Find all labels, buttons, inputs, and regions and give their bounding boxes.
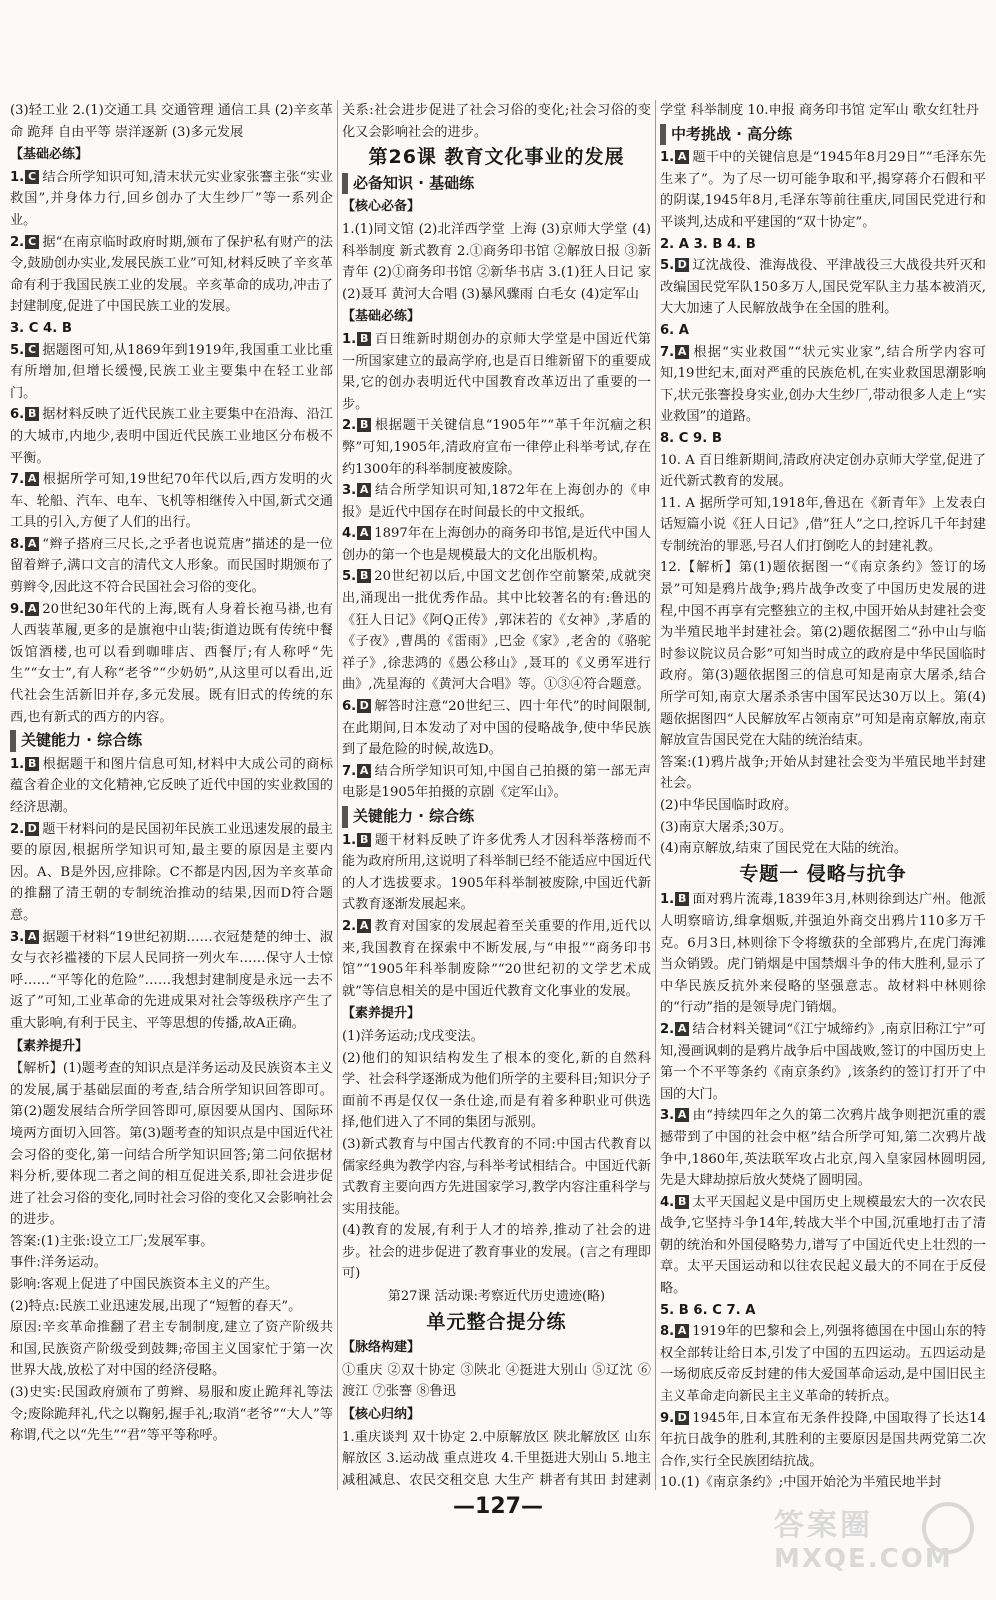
answer-badge: A [25,537,39,551]
question-item: 3. A 结合所学知识可知,1872年在上海创办的《申报》是近代中国存在时间最长的中文报纸。 [342,483,651,520]
answer-badge: D [675,1411,689,1425]
answer-text: (2)特点:民族工业迅速发展,出现了“短暂的春天”。 [10,1298,302,1314]
question-item: 9. A 20世纪30年代的上海,既有人身着长袍马褂,也有人西装革履,更多的是旗袍中山装;街道边既有传统中餐饭馆酒楼,也可以看到咖啡店、西餐厅;有人称呼“先生”“女士”,有人称“老爷”“少奶奶”,从这里可以看出,近代社会生活新旧并存,多元发展。既有旧式的传统的东西,也有新式的西方的内容。 [10,601,333,725]
answer-badge: B [25,407,39,421]
question-item: 10. A 百日维新期间,清政府决定创办京师大学堂,促进了近代新式教育的发展。 [660,452,986,490]
answer-badge: A [357,764,371,778]
core-answers: 1.(1)同文馆 (2)北洋西学堂 上海 (3)京师大学堂 (4)科举制度 新式教育 2.①商务印书馆 ②解放日报 ③新青年 (2)①商务印书馆 ②新华书店 3.(1)狂人日记 家 (2)聂耳 黄河大合唱 (3)暴风骤雨 白毛女 (4)定军山 [342,221,651,302]
section-header-literacy: 【素养提升】 [10,1038,89,1054]
question-item: 3. A 据题干材料“19世纪初期……衣冠楚楚的绅士、淑女与衣衫褴褛的下层人民同挤一列火车……保守人士惊呼……“平等化的危险”……我想封建制度是永远一去不返了”可知,工业革命的先进成果对社会等级秩序产生了重大影响,有利于民主、平等思想的传播,故A正确。 [10,929,333,1031]
answer-text: (4)南京解放,结束了国民党在大陆的统治。 [660,841,908,857]
question-item: 6. D 解答时注意“20世纪三、四十年代”的时间限制,在此期间,日本发动了对中国的侵略战争,使中华民族到了最危险的时候,故选D。 [342,699,651,758]
answer-badge: D [357,699,371,713]
answer-text: 答案:(1)鸦片战争;开始从封建社会变为半殖民地半封建社会。 [660,754,986,792]
section-header-summary: 【核心归纳】 [342,1407,421,1423]
question-item: 9. D 1945年,日本宣布无条件投降,中国取得了长达14年抗日战争的胜利,其胜利的主要原因是国共两党第二次合作,实行全民族团结抗战。 [660,1410,986,1469]
answer-text: (3)南京大屠杀;30万。 [660,819,793,835]
question-item: 1. C 结合所学知识可知,清末状元实业家张謇主张“实业救国”,并身体力行,回乡创办了大生纱厂”等一系列企业。 [10,169,333,228]
answer-badge: B [675,892,689,906]
section-header-literacy: 【素养提升】 [342,1006,421,1022]
answer-badge: A [675,1022,689,1036]
section-must-know: 必备知识 · 基础练 [342,173,651,195]
question-item: 8. A 1919年的巴黎和会上,列强将德国在中国山东的特权全部转让给日本,引发了中国的五四运动。五四运动是一场彻底反帝反封建的伟大爱国革命运动,是中国旧民主主义革命走向新民主主义革命的转折点。 [660,1324,986,1405]
watermark-logo [774,1500,974,1590]
page-number: —127— [453,1494,543,1519]
question-item: 5. C 据题图可知,从1869年到1919年,我国重工业比重有所增加,但增长缓慢,民族工业主要集中在轻工业部门。 [10,342,333,401]
section-exam-challenge: 中考挑战 · 高分练 [660,124,986,146]
answer-text: 事件:洋务运动。 [10,1255,107,1271]
text-block: 学堂 科举制度 10.申报 商务印书馆 定军山 歌女红牡丹 [660,103,979,118]
analysis-text: 12.【解析】第(1)题依据图一“《南京条约》签订的场景”可知是鸦片战争;鸦片战争改变了中国历史发展的进程,中国不再享有完整独立的主权,中国开始从封建社会变为半殖民地半封建社会。第(2)题依据图二“孙中山与临时参议院议员合影”可知当时成立的政府是中华民国临时政府。第(3)题依据图三的信息可知是南京大屠杀,结合所学可知,南京大屠杀杀害中国军民达30万以上。第(4)题依据图四“人民解放军占领南京”可知是南京解放,南京解放宣告国民党在大陆的统治结束。 [660,560,986,749]
question-item: 3. A 由“持续四年之久的第二次鸦片战争则把沉重的震撼带到了中国的社会中枢”结合所学可知,第二次鸦片战争中,1860年,英法联军攻占北京,闯入皇家园林圆明园,先是大肆劫掠后放火焚烧了圆明园。 [660,1108,986,1189]
answer-badge: B [357,418,371,432]
outline-answers: ①重庆 ②双十协定 ③陕北 ④挺进大别山 ⑤辽沈 ⑥渡江 ⑦张謇 ⑧鲁迅 [342,1362,651,1400]
answer-text: 答案:(1)主张:设立工厂;发展军事。 [10,1233,214,1249]
answer-badge: A [357,919,371,933]
watermark-domain: MXQE.COM [774,1544,953,1574]
answer-badge: B [675,1195,689,1209]
answer-text: 影响:客观上促进了中国民族资本主义的产生。 [10,1277,279,1293]
answer-badge: C [25,170,39,184]
question-item: 2. A 教育对国家的发展起着至关重要的作用,近代以来,我国教育在探索中不断发展,与“申报”“商务印书馆”“1905年科举制废除”“20世纪初的文学艺术成就”等信息相关的是中国近代教育文化事业的发展。 [342,918,651,999]
section-header-outline: 【脉络构建】 [342,1340,421,1356]
answer-badge: A [675,345,689,359]
question-item: 6. B 据材料反映了近代民族工业主要集中在沿海、沿江的大城市,内地少,表明中国近代民族工业地区分布极不平衡。 [10,407,333,466]
answer-text: (3)新式教育与中国古代教育的不同:中国古代教育以儒家经典为教学内容,与科举考试相结合。中国近代新式教育主要向西方先进国家学习,教学内容注重科学与实用技能。 [342,1136,651,1217]
question-item: 1. A 题干中的关键信息是“1945年8月29日”“毛泽东先生来了”。为了尽一切可能争取和平,揭穿蒋介石假和平的阴谋,1945年8月,毛泽东等前往重庆,同国民党进行和平谈判,达成和平建国的“双十协定”。 [660,150,986,230]
answer-badge: B [357,833,371,847]
answer-pair: 3. C 4. B [10,320,72,336]
answer-badge: A [25,602,39,616]
question-item: 5. B 20世纪初以后,中国文艺创作空前繁荣,成就突出,涌现出一批优秀作品。其中比较著名的有:鲁迅的《狂人日记》《阿Q正传》,郭沫若的《女神》,茅盾的《子夜》,曹禺的《雷雨》,巴金《家》,老舍的《骆驼祥子》,徐悲鸿的《愚公移山》,聂耳的《义勇军进行曲》,冼星海的《黄河大合唱》等。①③④符合题意。 [342,569,651,693]
answer-badge: A [25,930,39,944]
summary-answers: 1.重庆谈判 双十协定 2.中原解放区 陕北解放区 山东解放区 3.运动战 重点进攻 4.千里挺进大别山 5.地主减租减息、农民交租交息 大生产 耕者有其田 封建剥 [342,1429,651,1488]
watermark-text: 答案圈 [774,1508,873,1543]
answer-text: (3)史实:民国政府颁布了剪辫、易服和废止跪拜礼等法令;废除跪拜礼,代之以鞠躬,握手礼;取消“老爷”“大人”等称谓,代之以“先生”“君”等平等称呼。 [10,1385,333,1444]
answer-text: (4)教育的发展,有利于人才的培养,推动了社会的进步。社会的进步促进了教育事业的发展。(言之有理即可) [342,1223,651,1282]
answer-text: (1)洋务运动;戊戌变法。 [342,1028,484,1044]
analysis-text: 【解析】(1)题考查的知识点是洋务运动及民族资本主义的发展,属于基础层面的考查,结合所学知识回答即可。第(2)题发展结合所学回答即可,原因要从国内、国际环境两方面切入回答。第(3)题考查的知识点是中国近代社会习俗的变化,第一问结合所学知识回答;第二问依据材料分析,要体现二者之间的相互促进关系,即社会进步促进了社会习俗的变化,同时社会习俗的变化又会影响社会的进步。 [10,1061,333,1228]
section-header-core: 【核心必备】 [342,199,421,215]
question-item: 2. C 据“在南京临时政府时期,颁布了保护私有财产的法令,鼓励创办实业,发展民族工业”可知,材料反映了辛亥革命有利于我国民族工业的发展。辛亥革命的成功,冲击了封建制度,促进了中国民族工业的发展。 [10,234,333,315]
answer-badge: A [675,1108,689,1122]
answer-badge: C [25,235,39,249]
question-item: 1. B 面对鸦片流毒,1839年3月,林则徐到达广州。他派人明察暗访,缉拿烟贩,并强迫外商交出鸦片110多万千克。6月3日,林则徐下令将缴获的全部鸦片,在虎门海滩当众销毁。虎门销烟是中国禁烟斗争的伟大胜利,显示了中华民族反抗外来侵略的坚强意志。故材料中林则徐的“行动”指的是领导虎门销烟。 [660,892,986,1016]
answer-badge: B [357,332,371,346]
question-item: 7. A 根据“实业救国”“状元实业家”,结合所学内容可知,19世纪末,面对严重的民族危机,在实业救国思潮影响下,状元张謇投身实业,创办大生纱厂,带动很多人走上“实业救国”的道路。 [660,344,986,425]
question-item: 1. B 根据题干和图片信息可知,材料中大成公司的商标蕴含着企业的文化精神,它反映了近代中国的实业救国的经济思潮。 [10,756,333,815]
answer-pair: 5. B 6. C 7. A [660,1302,756,1318]
answer-text: (2)他们的知识结构发生了根本的变化,新的自然科学、社会科学逐渐成为他们所学的主要科目;知识分子面前不再是仅仅一条仕途,而是有着多种职业可供选择,他们进入了不同的集团与派别。 [342,1050,651,1131]
section-header-basic: 【基础必练】 [10,147,89,163]
question-item: 4. B 太平天国起义是中国历史上规模最宏大的一次农民战争,它坚持斗争14年,转战大半个中国,沉重地打击了清朝的统治和外国侵略势力,谱写了中国近代史上壮烈的一章。太平天国运动和以往农民起义最大的不同在于反侵略。 [660,1194,986,1297]
question-item: 4. A 1897年在上海创办的商务印书馆,是近代中国人创办的第一个也是规模最大的文化出版机构。 [342,526,651,563]
answer-badge: D [675,258,689,272]
answer-badge: C [25,343,39,357]
column-middle [338,100,656,1490]
watermark-circle-icon [922,1502,974,1554]
question-item: 1. B 题干材料反映了许多优秀人才因科举落榜而不能为政府所用,这说明了科举制已经不能适应中国近代的人才选拔要求。1905年科举制被废除,中国近代新式教育逐渐发展起来。 [342,832,651,913]
question-item: 7. A 结合所学知识可知,中国自己拍摄的第一部无声电影是1905年拍摄的京剧《定军山》。 [342,763,651,801]
unit-title: 单元整合提分练 [426,1310,567,1333]
answer-pair: 2. A 3. B 4. B [660,236,756,252]
column-right [656,100,990,1490]
answer-badge: A [357,526,371,540]
question-item: 8. A “辫子搭府三尺长,之乎者也说荒唐”描述的是一位留着辫子,满口文言的清代文人形象。而民国时期颁布了剪辫令,因此这不符合民国社会习俗的变化。 [10,536,333,596]
lesson-title: 第26课 教育文化事业的发展 [368,146,625,169]
answer-text: (2)中华民国临时政府。 [660,798,798,813]
question-item: 2. B 根据题干关键信息“1905年”“革千年沉痼之积弊”可知,1905年,清政府宣布一律停止科举考试,存在约1300年的科举制度被废除。 [342,418,651,477]
question-item: 2. D 题干材料问的是民国初年民族工业迅速发展的最主要的原因,根据所学知识可知,最主要的原因是主要内因。A、B是外因,应排除。C不都是内因,因为辛亥革命的推翻了清王朝的专制统治推动的结果,因而D符合题意。 [10,821,333,923]
section-header-basic: 【基础必练】 [342,309,421,325]
answer-badge: D [25,822,39,836]
answer-page [6,100,990,1490]
topic-title: 专题一 侵略与抗争 [739,862,907,885]
answer-badge: A [675,150,689,164]
answer-badge: A [357,483,371,497]
text-block: 关系:社会进步促进了社会习俗的变化;社会习俗的变化又会影响社会的进步。 [342,103,651,140]
question-item: 11. A 据所学可知,1918年,鲁迅在《新青年》上发表白话短篇小说《狂人日记》,借“狂人”之口,控诉几千年封建专制统治的罪恶,号召人们打倒吃人的封建礼教。 [660,495,986,554]
lesson-27-line: 第27课 活动课:考察近代历史遗迹(略) [387,1289,606,1305]
answer-badge: B [357,569,371,583]
answer-text: 原因:辛亥革命推翻了君主专制制度,建立了资产阶级共和国,民族资产阶级受到鼓舞;帝国主义国家忙于第一次世界大战,放松了对中国的经济侵略。 [10,1320,333,1379]
section-key-ability: 关键能力 · 综合练 [342,806,651,828]
text-block: (3)轻工业 2.(1)交通工具 交通管理 通信工具 (2)辛亥革命 跪拜 自由平等 崇洋逐新 (3)多元发展 [10,103,333,140]
question-item: 1. B 百日维新时期创办的京师大学堂是中国近代第一所国家建立的最高学府,也是百日维新留下的重要成果,它的创办表明近代中国教育改革迈出了重要的一步。 [342,331,651,412]
question-item: 5. D 辽沈战役、淮海战役、平津战役三大战役共歼灭和改编国民党军队150多万人,国民党军队主力基本被消灭,大大加速了人民解放战争在全国的胜利。 [660,258,986,317]
answer-badge: A [25,472,39,486]
question-item: 7. A 根据所学可知,19世纪70年代以后,西方发明的火车、轮船、汽车、电车、飞机等相继传入中国,新式交通工具的引入,方便了人们的出行。 [10,472,333,531]
answer-pair: 8. C 9. B [660,430,722,446]
answer-pair: 6. A [660,322,689,338]
section-key-ability: 关键能力 · 综合练 [10,730,333,752]
column-left [6,100,338,1490]
answer-badge: B [25,757,39,771]
question-item: 10.(1)《南京条约》;中国开始沦为半殖民地半封 [660,1475,942,1490]
question-item: 2. A 结合材料关键词“《江宁城缔约》,南京旧称江宁”可知,漫画讽刺的是鸦片战争后中国战败,签订的中国历史上第一个不平等条约《南京条约》,该条约的签订打开了中国的大门。 [660,1021,986,1102]
answer-badge: A [675,1324,689,1338]
